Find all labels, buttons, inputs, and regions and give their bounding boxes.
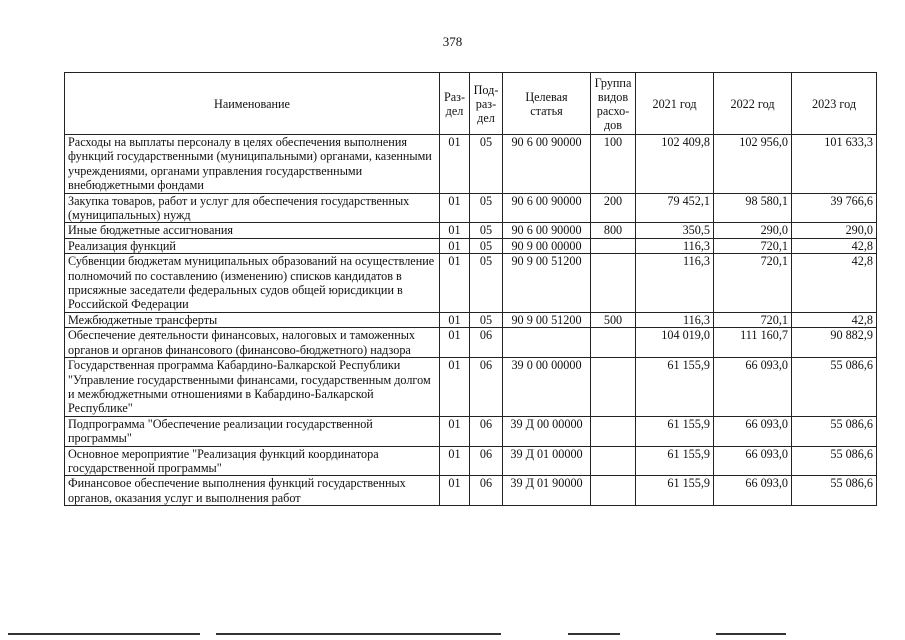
cell-group: 100 [591, 135, 636, 194]
cell-group [591, 476, 636, 506]
table-row [65, 328, 877, 358]
cell-2023: 42,8 [792, 254, 877, 313]
cell-2021: 116,3 [636, 312, 714, 327]
cell-group: 200 [591, 193, 636, 223]
cell-target: 39 Д 01 00000 [503, 446, 591, 476]
table-row [65, 416, 877, 446]
header-group-label: Группа видов расхо- дов [594, 75, 632, 132]
cell-razdel: 01 [440, 358, 470, 417]
cell-2022: 66 093,0 [714, 416, 792, 446]
cell-2022: 111 160,7 [714, 328, 792, 358]
scan-artifact-line [216, 633, 501, 635]
header-target-label: Целевая статья [525, 89, 568, 118]
cell-2021: 61 155,9 [636, 358, 714, 417]
cell-group [591, 328, 636, 358]
table-row [65, 312, 877, 327]
cell-podrazdel: 06 [470, 358, 503, 417]
cell-2023: 290,0 [792, 223, 877, 238]
cell-2022: 66 093,0 [714, 446, 792, 476]
cell-2022: 98 580,1 [714, 193, 792, 223]
cell-target [503, 328, 591, 358]
cell-group [591, 416, 636, 446]
cell-podrazdel: 05 [470, 254, 503, 313]
cell-name: Основное мероприятие "Реализация функций координатора государственной программы" [65, 446, 440, 476]
cell-target: 39 0 00 00000 [503, 358, 591, 417]
cell-podrazdel: 05 [470, 193, 503, 223]
header-razdel [440, 73, 470, 135]
cell-2023: 42,8 [792, 312, 877, 327]
cell-name: Государственная программа Кабардино-Балкарской Республики "Управление государственными финансами, государственным долгом и межбюджетными отношениями в Кабардино-Балкарской Республике" [65, 358, 440, 417]
cell-target: 90 6 00 90000 [503, 223, 591, 238]
table-row [65, 476, 877, 506]
cell-2023: 101 633,3 [792, 135, 877, 194]
cell-podrazdel: 06 [470, 416, 503, 446]
cell-razdel: 01 [440, 223, 470, 238]
cell-group [591, 446, 636, 476]
budget-table [64, 72, 877, 506]
cell-2022: 102 956,0 [714, 135, 792, 194]
cell-razdel: 01 [440, 254, 470, 313]
cell-podrazdel: 05 [470, 135, 503, 194]
cell-podrazdel: 06 [470, 476, 503, 506]
cell-2021: 61 155,9 [636, 476, 714, 506]
cell-group [591, 358, 636, 417]
cell-name: Обеспечение деятельности финансовых, налоговых и таможенных органов и органов финансового (финансово-бюджетного) надзора [65, 328, 440, 358]
cell-group [591, 254, 636, 313]
cell-target: 39 Д 01 90000 [503, 476, 591, 506]
scan-artifact-line [568, 633, 620, 635]
cell-2022: 290,0 [714, 223, 792, 238]
header-razdel-label: Раз- дел [443, 89, 466, 118]
cell-name: Межбюджетные трансферты [65, 312, 440, 327]
cell-target: 90 9 00 51200 [503, 312, 591, 327]
page-number: 378 [442, 34, 463, 49]
scan-artifact-line [716, 633, 786, 635]
cell-razdel: 01 [440, 193, 470, 223]
header-2023: 2023 год [792, 73, 877, 135]
cell-name: Субвенции бюджетам муниципальных образований на осуществление полномочий по составлению (изменению) списков кандидатов в присяжные заседатели федеральных судов общей юрисдикции в Российской Федерации [65, 254, 440, 313]
cell-2021: 61 155,9 [636, 446, 714, 476]
table-row [65, 193, 877, 223]
table-row [65, 223, 877, 238]
header-podrazdel-label: Под- раз- дел [473, 82, 499, 125]
table-row [65, 254, 877, 313]
cell-group: 800 [591, 223, 636, 238]
cell-podrazdel: 06 [470, 328, 503, 358]
cell-2022: 720,1 [714, 238, 792, 253]
cell-target: 90 6 00 90000 [503, 193, 591, 223]
cell-2023: 55 086,6 [792, 476, 877, 506]
table-row [65, 238, 877, 253]
cell-2021: 104 019,0 [636, 328, 714, 358]
header-group [591, 73, 636, 135]
cell-target: 90 6 00 90000 [503, 135, 591, 194]
cell-razdel: 01 [440, 328, 470, 358]
cell-target: 90 9 00 00000 [503, 238, 591, 253]
cell-2021: 102 409,8 [636, 135, 714, 194]
cell-name: Реализация функций [65, 238, 440, 253]
cell-2023: 55 086,6 [792, 358, 877, 417]
cell-2023: 42,8 [792, 238, 877, 253]
cell-razdel: 01 [440, 476, 470, 506]
cell-2022: 66 093,0 [714, 358, 792, 417]
cell-2023: 90 882,9 [792, 328, 877, 358]
cell-name: Расходы на выплаты персоналу в целях обеспечения выполнения функций государственными (муниципальными) органами, казенными учреждениями, органами управления государственными внебюджетными фондами [65, 135, 440, 194]
cell-target: 39 Д 00 00000 [503, 416, 591, 446]
cell-2023: 55 086,6 [792, 416, 877, 446]
cell-podrazdel: 05 [470, 223, 503, 238]
cell-group: 500 [591, 312, 636, 327]
cell-podrazdel: 05 [470, 312, 503, 327]
cell-razdel: 01 [440, 446, 470, 476]
header-2021: 2021 год [636, 73, 714, 135]
table-row [65, 358, 877, 417]
cell-2021: 79 452,1 [636, 193, 714, 223]
cell-name: Финансовое обеспечение выполнения функций государственных органов, оказания услуг и выполнения работ [65, 476, 440, 506]
header-name: Наименование [65, 73, 440, 135]
header-podrazdel [470, 73, 503, 135]
cell-2023: 39 766,6 [792, 193, 877, 223]
cell-2022: 720,1 [714, 312, 792, 327]
scan-artifact-line [8, 633, 200, 635]
header-2022: 2022 год [714, 73, 792, 135]
table-header-row [65, 73, 877, 135]
table-row [65, 135, 877, 194]
cell-target: 90 9 00 51200 [503, 254, 591, 313]
cell-2023: 55 086,6 [792, 446, 877, 476]
cell-name: Закупка товаров, работ и услуг для обеспечения государственных (муниципальных) нужд [65, 193, 440, 223]
cell-razdel: 01 [440, 312, 470, 327]
cell-2021: 116,3 [636, 254, 714, 313]
cell-razdel: 01 [440, 416, 470, 446]
cell-razdel: 01 [440, 238, 470, 253]
cell-2021: 116,3 [636, 238, 714, 253]
cell-podrazdel: 05 [470, 238, 503, 253]
header-target [503, 73, 591, 135]
table-row [65, 446, 877, 476]
cell-2021: 350,5 [636, 223, 714, 238]
cell-group [591, 238, 636, 253]
cell-2021: 61 155,9 [636, 416, 714, 446]
cell-name: Иные бюджетные ассигнования [65, 223, 440, 238]
cell-name: Подпрограмма "Обеспечение реализации государственной программы" [65, 416, 440, 446]
cell-razdel: 01 [440, 135, 470, 194]
cell-podrazdel: 06 [470, 446, 503, 476]
cell-2022: 66 093,0 [714, 476, 792, 506]
cell-2022: 720,1 [714, 254, 792, 313]
